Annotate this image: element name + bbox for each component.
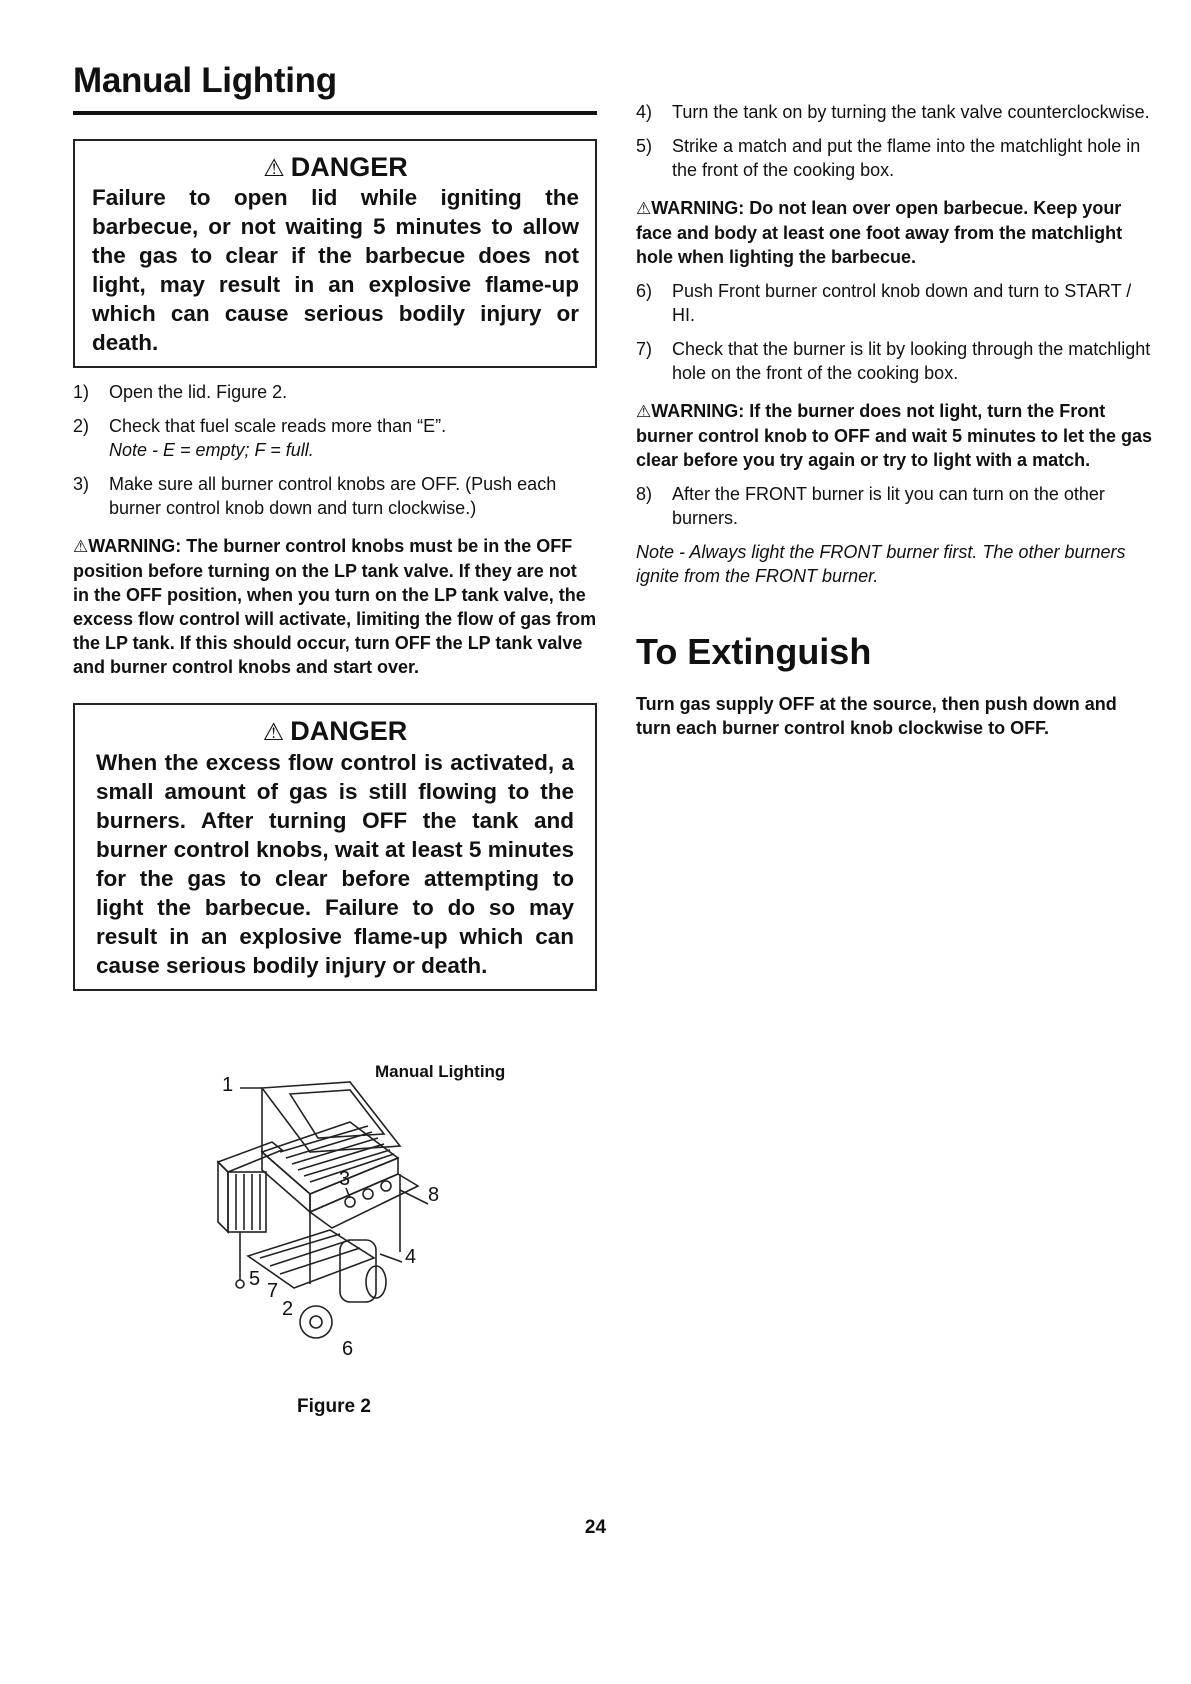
title-rule — [73, 111, 597, 115]
callout-7: 7 — [267, 1280, 279, 1302]
step-item — [636, 482, 1156, 530]
callout-4: 4 — [405, 1246, 417, 1268]
note-front-burner: Note - Always light the FRONT burner first. The other burners ignite from the FRONT burner. — [636, 542, 1126, 586]
warning-triangle-icon: ⚠ — [636, 199, 652, 218]
figure-2 — [200, 1062, 540, 1402]
figure-title: Manual Lighting — [375, 1062, 506, 1081]
control-panel — [310, 1174, 418, 1228]
steps-list-3 — [636, 279, 1156, 385]
side-table-top — [218, 1142, 282, 1172]
page-number: 24 — [584, 1517, 607, 1538]
step-text: Push Front burner control knob down and turn to START / HI. — [672, 281, 1132, 325]
callout-6: 6 — [342, 1338, 354, 1360]
step-number: 8) — [636, 484, 653, 504]
step-text: Check that fuel scale reads more than “E”. — [109, 416, 447, 437]
step-note: Note - E = empty; F = full. — [109, 440, 314, 461]
step-item — [73, 380, 597, 404]
step-text: Turn the tank on by turning the tank valve counterclockwise. — [672, 102, 1150, 122]
step-item — [73, 414, 597, 462]
left-column — [73, 62, 597, 991]
callout-1: 1 — [222, 1074, 234, 1096]
grill-illustration — [200, 1062, 540, 1402]
callout-5: 5 — [249, 1268, 261, 1290]
warning-triangle-icon: ⚠ — [636, 402, 652, 421]
step-number: 7) — [636, 339, 653, 359]
danger-heading-2: ⚠ DANGER — [262, 716, 408, 747]
right-column — [636, 100, 1156, 740]
section-title-extinguish: To Extinguish — [636, 631, 872, 672]
steps-list-4 — [636, 482, 1156, 530]
step-item — [636, 337, 1156, 385]
step-text: Make sure all burner control knobs are OFF. (Push each burner control knob down and turn clockwise.) — [109, 474, 557, 519]
danger-text-2: When the excess flow control is activated, a small amount of gas is still flowing to the burners. After turning OFF the tank and burner control knobs, wait at least 5 minutes for the gas to clear before attempting to light the barbecue. Failure to do so may result in an explosive flame-up which can cause serious bodily injury or death. — [96, 750, 574, 979]
danger-box-1 — [73, 139, 597, 369]
step-item — [636, 134, 1156, 182]
danger-text-1: Failure to open lid while igniting the barbecue, or not waiting 5 minutes to allow the gas to clear if the barbecue does not light, may result in an explosive flame-up which can cause serious bodily injury or death. — [92, 185, 579, 356]
step-text: After the FRONT burner is lit you can turn on the other burners. — [672, 484, 1105, 528]
steps-list-2 — [636, 100, 1156, 182]
warning-knobs: ⚠WARNING: The burner control knobs must be in the OFF position before turning on the LP tank valve. If they are not in the OFF position, when you turn on the LP tank valve, the excess flow control will activate, limiting the flow of gas from the LP tank. If this should occur, turn OFF the LP tank valve and burner control knobs and start over. — [73, 536, 597, 678]
step-item — [73, 472, 597, 520]
figure-caption: Figure 2 — [297, 1396, 371, 1417]
step-item — [636, 100, 1156, 124]
step-text: Check that the burner is lit by looking through the matchlight hole on the front of the cooking box. — [672, 339, 1151, 383]
callout-8: 8 — [428, 1184, 440, 1206]
callout-2: 2 — [282, 1298, 294, 1320]
step-text: Strike a match and put the flame into the matchlight hole in the front of the cooking box. — [672, 136, 1141, 180]
step-text: Open the lid. Figure 2. — [109, 382, 288, 403]
wheel — [300, 1306, 332, 1338]
step-item — [636, 279, 1156, 327]
step-number: 3) — [73, 474, 90, 495]
step-number: 5) — [636, 136, 653, 156]
warning-no-light: ⚠WARNING: If the burner does not light, turn the Front burner control knob to OFF and wait 5 minutes to let the gas clear before you try again or try to light with a match. — [636, 401, 1153, 470]
step-number: 1) — [73, 382, 90, 403]
danger-box-2 — [73, 703, 597, 991]
danger-heading-1: ⚠ DANGER — [263, 151, 408, 182]
steps-list-1 — [73, 380, 597, 520]
extinguish-text: Turn gas supply OFF at the source, then push down and turn each burner control knob clockwise to OFF. — [636, 693, 1117, 738]
callout-3: 3 — [339, 1168, 351, 1190]
step-number: 4) — [636, 102, 653, 122]
step-number: 6) — [636, 281, 653, 301]
warning-triangle-icon: ⚠ — [73, 537, 89, 557]
grill-lid — [262, 1082, 400, 1152]
warning-lean: ⚠WARNING: Do not lean over open barbecue. Keep your face and body at least one foot away from the matchlight hole when lighting the barbecue. — [636, 198, 1123, 267]
warning-triangle-icon: ⚠ — [263, 154, 285, 182]
step-number: 2) — [73, 416, 90, 437]
page-title: Manual Lighting — [73, 61, 337, 100]
warning-triangle-icon: ⚠ — [262, 719, 285, 747]
